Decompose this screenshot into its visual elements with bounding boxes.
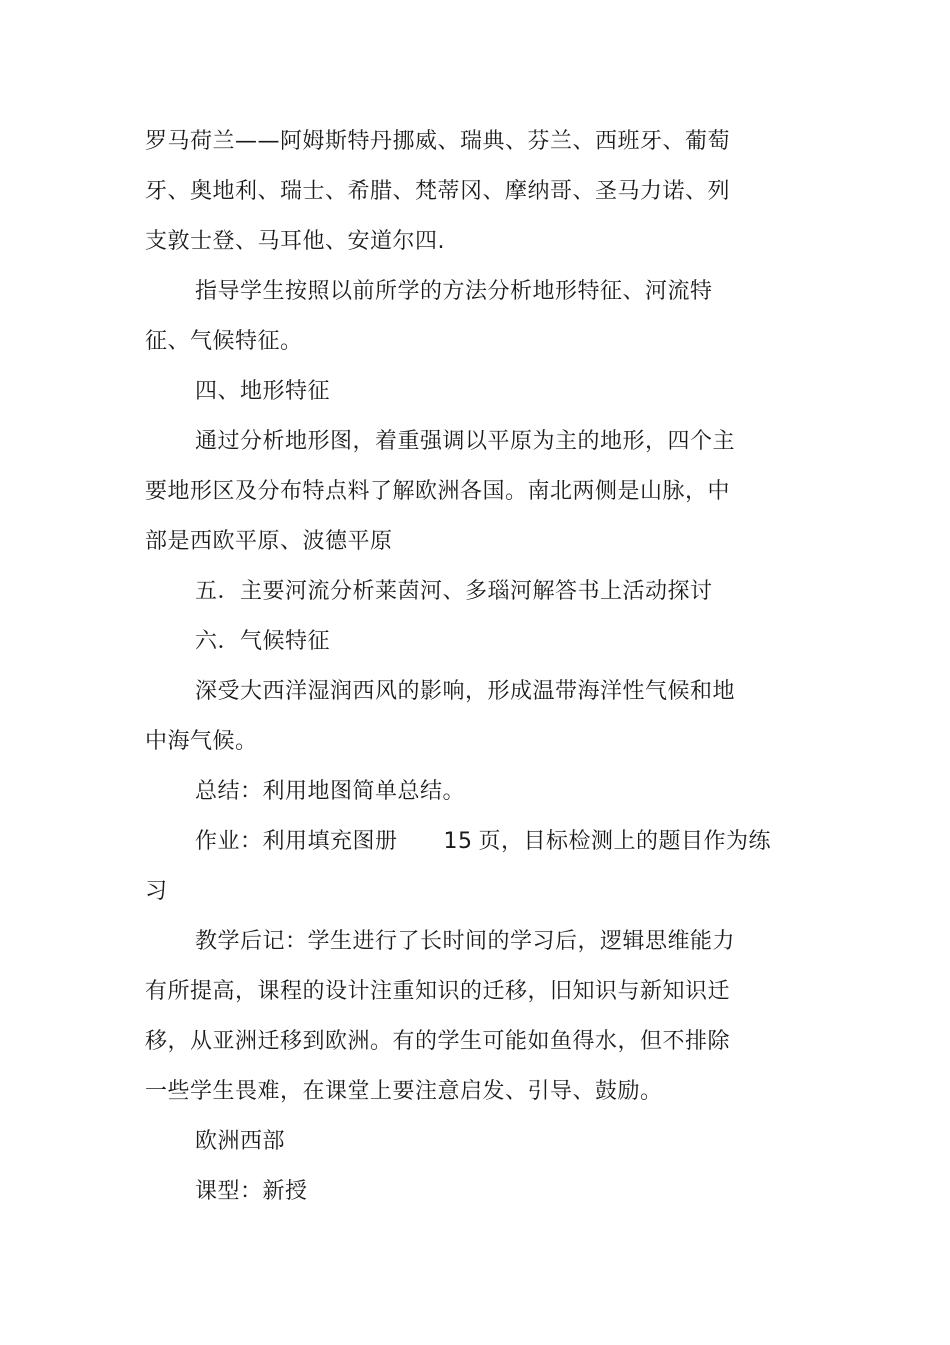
paragraph-line: 深受大西洋湿润西风的影响，形成温带海洋性气候和地 [195, 679, 736, 704]
homework-line [195, 827, 771, 857]
text-line: 有所提高，课程的设计注重知识的迁移，旧知识与新知识迁 [145, 979, 731, 1004]
text-line: 征、气候特征。 [145, 329, 303, 354]
text-line: 支敦士登、马耳他、安道尔四. [145, 229, 445, 254]
homework-suffix: 页，目标检测上的题目作为练 [478, 829, 772, 854]
text-line: 一些学生畏难，在课堂上要注意启发、引导、鼓励。 [145, 1079, 663, 1104]
text-line: 移，从亚洲迁移到欧洲。有的学生可能如鱼得水，但不排除 [145, 1029, 731, 1054]
section-heading: 五．主要河流分析莱茵河、多瑙河解答书上活动探讨 [195, 579, 713, 604]
homework-prefix: 作业：利用填充图册 [195, 829, 398, 854]
paragraph-line: 通过分析地形图，着重强调以平原为主的地形，四个主 [195, 429, 736, 454]
text-line: 要地形区及分布特点料了解欧洲各国。南北两侧是山脉，中 [145, 479, 731, 504]
lesson-title: 欧洲西部 [195, 1129, 286, 1154]
text-line: 部是西欧平原、波德平原 [145, 529, 393, 554]
text-line: 罗马荷兰——阿姆斯特丹挪威、瑞典、芬兰、西班牙、葡萄 [145, 129, 731, 154]
text-line: 中海气候。 [145, 729, 258, 754]
paragraph-line: 教学后记：学生进行了长时间的学习后，逻辑思维能力 [195, 929, 736, 954]
lesson-type: 课型：新授 [195, 1179, 308, 1204]
section-heading: 四、地形特征 [195, 379, 331, 404]
text-line: 习 [145, 879, 168, 904]
summary-line: 总结：利用地图简单总结。 [195, 779, 466, 804]
section-heading: 六．气候特征 [195, 629, 331, 654]
homework-page-number: 15 [443, 829, 473, 854]
paragraph-line: 指导学生按照以前所学的方法分析地形特征、河流特 [195, 279, 713, 304]
text-line: 牙、奥地利、瑞士、希腊、梵蒂冈、摩纳哥、圣马力诺、列 [145, 179, 731, 204]
